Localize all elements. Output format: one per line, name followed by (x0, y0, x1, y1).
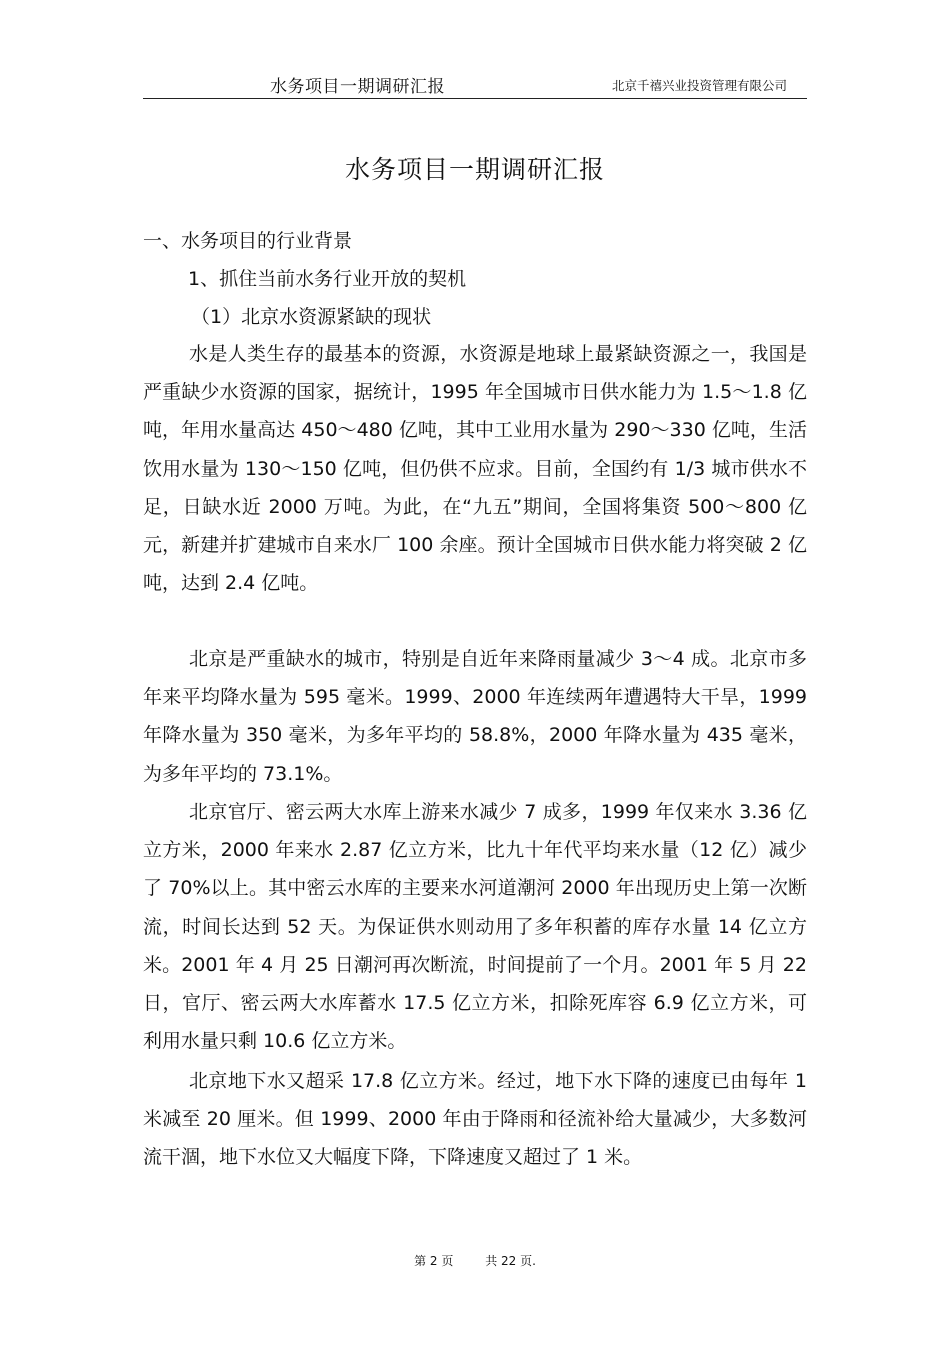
page-footer (0, 1252, 950, 1269)
section-heading: 一、水务项目的行业背景 (143, 230, 353, 252)
header-title: 水务项目一期调研汇报 (270, 77, 445, 97)
page-header (143, 68, 807, 99)
paragraph-beijing-rainfall: 北京是严重缺水的城市，特别是自近年来降雨量减少 3～4 成。北京市多年来平均降水量为 595 毫米。1999、2000 年连续两年遭遇特大干旱，1999 年降水量为 350 毫米，为多年平均的 58.8%，2000 年降水量为 435 毫米，为多年平均的 73.1%。 (143, 648, 807, 785)
paragraph-groundwater: 北京地下水又超采 17.8 亿立方米。经过，地下水下降的速度已由每年 1 米减至 20 厘米。但 1999、2000 年由于降雨和径流补给大量减少，大多数河流干涸，地下水位又大幅度下降，下降速度又超过了 1 米。 (143, 1070, 807, 1169)
page-number: 第 2 页 (414, 1254, 454, 1268)
header-company: 北京千禧兴业投资管理有限公司 (611, 78, 787, 93)
subsection-heading: 1、抓住当前水务行业开放的契机 (188, 268, 467, 290)
subsubsection-heading: （1）北京水资源紧缺的现状 (191, 306, 432, 328)
total-pages: 共 22 页. (485, 1254, 536, 1268)
document-title: 水务项目一期调研汇报 (344, 155, 605, 184)
paragraph-national-water: 水是人类生存的最基本的资源，水资源是地球上最紧缺资源之一，我国是严重缺少水资源的国家，据统计，1995 年全国城市日供水能力为 1.5～1.8 亿吨，年用水量高达 450～480 亿吨，其中工业用水量为 290～330 亿吨，生活饮用水量为 130～150 亿吨，但仍供不应求。目前，全国约有 1/3 城市供水不足，日缺水近 2000 万吨。为此，在“九五”期间，全国将集资 500～800 亿元，新建并扩建城市自来水厂 100 余座。预计全国城市日供水能力将突破 2 亿吨，达到 2.4 亿吨。 (143, 343, 807, 595)
paragraph-reservoirs: 北京官厅、密云两大水库上游来水减少 7 成多，1999 年仅来水 3.36 亿立方米，2000 年来水 2.87 亿立方米，比九十年代平均来水量（12 亿）减少了 70%以上。其中密云水库的主要来水河道潮河 2000 年出现历史上第一次断流，时间长达到 52 天。为保证供水则动用了多年积蓄的库存水量 14 亿立方米。2001 年 4 月 25 日潮河再次断流，时间提前了一个月。2001 年 5 月 22 日，官厅、密云两大水库蓄水 17.5 亿立方米，扣除死库容 6.9 亿立方米，可利用水量只剩 10.6 亿立方米。 (143, 801, 807, 1053)
